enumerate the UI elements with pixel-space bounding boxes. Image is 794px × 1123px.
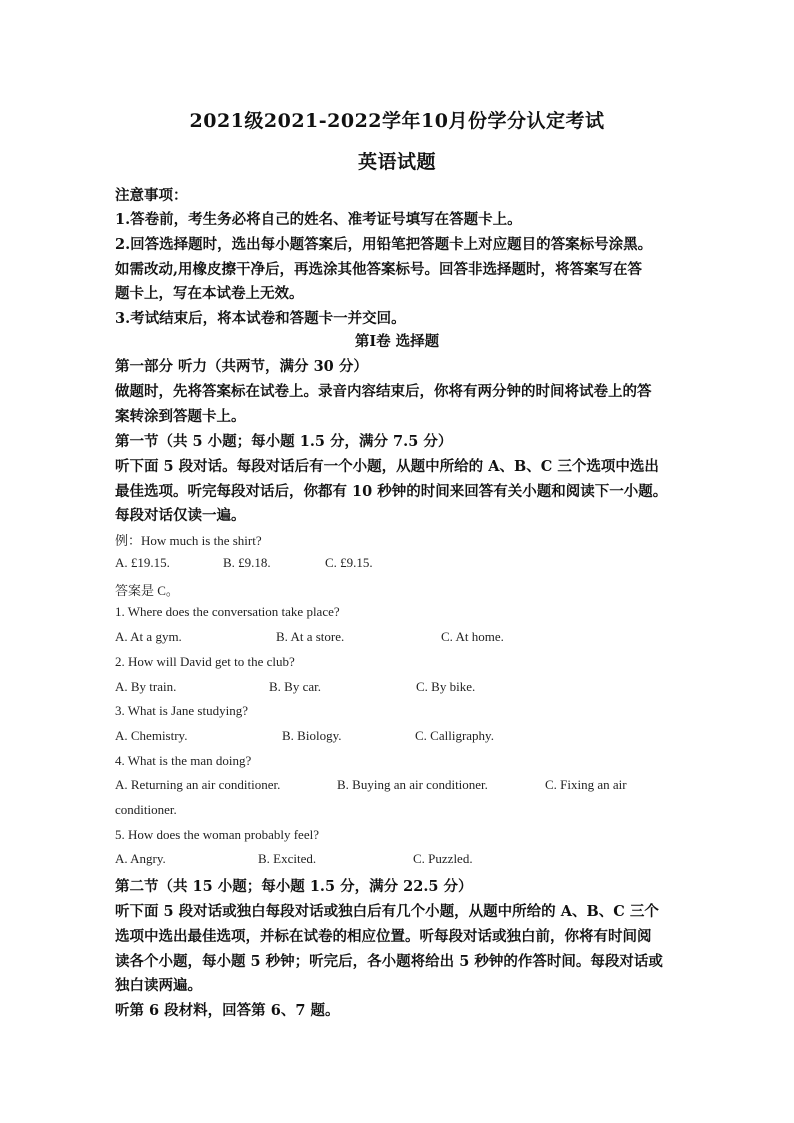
notice-item-1: 1.答卷前，考生务必将自己的姓名、准考证号填写在答题卡上。 bbox=[115, 211, 522, 228]
example-answer: 答案是 C。 bbox=[115, 583, 179, 598]
exam-subtitle: 英语试题 bbox=[357, 151, 436, 173]
question-5-option-a: A. Angry. bbox=[115, 851, 166, 866]
question-1-option-b: B. At a store. bbox=[276, 629, 345, 644]
question-5: 5. How does the woman probably feel? bbox=[115, 827, 319, 842]
section2-intro-line-4: 独白读两遍。 bbox=[115, 977, 202, 994]
example-option-a: A. £19.15. bbox=[115, 555, 170, 570]
question-5-option-b: B. Excited. bbox=[258, 851, 317, 866]
section1-intro-line-2: 最佳选项。听完每段对话后，你都有 10 秒钟的时间来回答有关小题和阅读下一小题。 bbox=[115, 483, 668, 500]
question-1-option-a: A. At a gym. bbox=[115, 629, 182, 644]
question-4-option-c-continued: conditioner. bbox=[115, 802, 177, 817]
question-4-option-b: B. Buying an air conditioner. bbox=[337, 777, 488, 792]
question-4: 4. What is the man doing? bbox=[115, 753, 252, 768]
part1-heading: 第一部分 听力（共两节，满分 30 分） bbox=[115, 358, 368, 375]
example-option-b: B. £9.18. bbox=[223, 555, 271, 570]
example-option-c: C. £9.15. bbox=[325, 555, 373, 570]
exam-title: 2021级2021-2022学年10月份学分认定考试 bbox=[189, 110, 605, 132]
notice-item-2-line-3: 题卡上，写在本试卷上无效。 bbox=[115, 285, 304, 302]
notice-item-2-line-2: 如需改动,用橡皮擦干净后，再选涂其他答案标号。回答非选择题时，将答案写在答 bbox=[115, 261, 643, 278]
question-2-option-a: A. By train. bbox=[115, 679, 177, 694]
question-2-option-c: C. By bike. bbox=[416, 679, 476, 694]
notice-item-3: 3.考试结束后，将本试卷和答题卡一并交回。 bbox=[115, 310, 406, 327]
notice-item-2-line-1: 2.回答选择题时，选出每小题答案后，用铅笔把答题卡上对应题目的答案标号涂黑。 bbox=[115, 236, 653, 253]
part1-intro-line-2: 案转涂到答题卡上。 bbox=[115, 408, 246, 425]
section1-heading: 第一节（共 5 小题；每小题 1.5 分，满分 7.5 分） bbox=[115, 433, 453, 450]
section2-intro-line-1: 听下面 5 段对话或独白每段对话或独白后有几个小题，从题中所给的 A、B、C 三个 bbox=[115, 903, 659, 920]
question-2-option-b: B. By car. bbox=[269, 679, 321, 694]
section2-intro-line-3: 读各个小题，每小题 5 秒钟；听完后，各小题将给出 5 秒钟的作答时间。每段对话或 bbox=[115, 953, 663, 970]
question-4-option-c: C. Fixing an air bbox=[545, 777, 627, 792]
notice-heading: 注意事项： bbox=[115, 187, 188, 204]
part1-intro-line-1: 做题时，先将答案标在试卷上。录音内容结束后，你将有两分钟的时间将试卷上的答 bbox=[115, 383, 652, 400]
question-5-option-c: C. Puzzled. bbox=[413, 851, 473, 866]
question-3: 3. What is Jane studying? bbox=[115, 703, 248, 718]
section2-heading: 第二节（共 15 小题；每小题 1.5 分，满分 22.5 分） bbox=[115, 878, 473, 895]
example-question: 例：How much is the shirt? bbox=[115, 533, 262, 548]
question-2: 2. How will David get to the club? bbox=[115, 654, 295, 669]
question-3-option-b: B. Biology. bbox=[282, 728, 342, 743]
question-3-option-c: C. Calligraphy. bbox=[415, 728, 494, 743]
question-1: 1. Where does the conversation take place? bbox=[115, 604, 340, 619]
question-3-option-a: A. Chemistry. bbox=[115, 728, 188, 743]
volume-heading: 第Ⅰ卷 选择题 bbox=[354, 333, 440, 350]
section1-intro-line-1: 听下面 5 段对话。每段对话后有一个小题，从题中所给的 A、B、C 三个选项中选出 bbox=[115, 458, 659, 475]
section2-intro-line-2: 选项中选出最佳选项，并标在试卷的相应位置。听每段对话或独白前，你将有时间阅 bbox=[115, 928, 652, 945]
question-1-option-c: C. At home. bbox=[441, 629, 504, 644]
section1-intro-line-3: 每段对话仅读一遍。 bbox=[115, 507, 246, 524]
listen-6-instruction: 听第 6 段材料，回答第 6、7 题。 bbox=[115, 1002, 340, 1019]
question-4-option-a: A. Returning an air conditioner. bbox=[115, 777, 281, 792]
